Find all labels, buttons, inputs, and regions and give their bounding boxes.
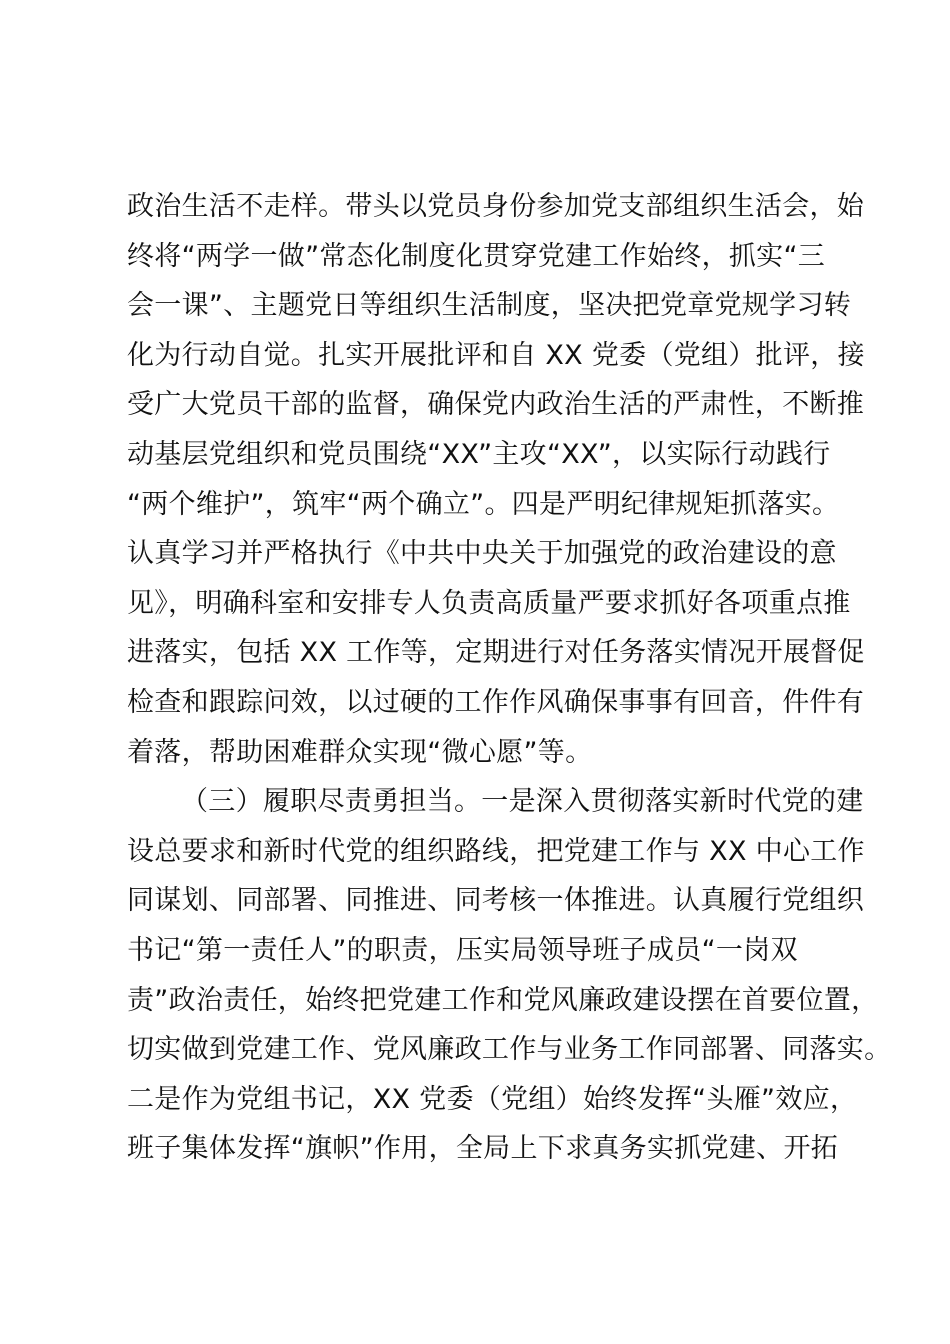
text-line: 二是作为党组书记，XX 党委（党组）始终发挥“头雁”效应， — [127, 1083, 858, 1115]
text-line: 政治生活不走样。带头以党员身份参加党支部组织生活会，始 — [127, 191, 865, 222]
text-line: 书记“第一责任人”的职责，压实局领导班子成员“一岗双 — [127, 934, 798, 966]
text-line: 认真学习并严格执行《中共中央关于加强党的政治建设的意 — [127, 538, 837, 570]
text-line: 受广大党员干部的监督，确保党内政治生活的严肃性，不断推 — [127, 389, 865, 421]
text-line: 同谋划、同部署、同推进、同考核一体推进。认真履行党组织 — [127, 885, 865, 917]
text-line: 动基层党组织和党员围绕“XX”主攻“XX”，以实际行动践行 — [127, 438, 831, 470]
text-line: 见》，明确科室和安排专人负责高质量严要求抓好各项重点推 — [127, 587, 851, 619]
text-line: 责”政治责任，始终把党建工作和党风廉政建设摆在首要位置， — [127, 984, 879, 1016]
text-line: 化为行动自觉。扎实开展批评和自 XX 党委（党组）批评，接 — [127, 339, 865, 371]
text-line: 切实做到党建工作、党风廉政工作与业务工作同部署、同落实。 — [127, 1034, 892, 1066]
text-line: 着落，帮助困难群众实现“微心愿”等。 — [127, 736, 593, 768]
text-line: 检查和跟踪问效，以过硬的工作作风确保事事有回音，件件有 — [127, 686, 865, 718]
text-line: 终将“两学一做”常态化制度化贯穿党建工作始终，抓实“三 — [127, 240, 826, 272]
text-line: 班子集体发挥“旗帜”作用，全局上下求真务实抓党建、开拓 — [127, 1133, 839, 1165]
body-text — [127, 182, 892, 1174]
section-heading-line: （三）履职尽责勇担当。一是深入贯彻落实新时代党的建 — [181, 786, 864, 818]
text-line: 进落实，包括 XX 工作等，定期进行对任务落实情况开展督促 — [127, 637, 865, 669]
text-line: “两个维护”，筑牢“两个确立”。四是严明纪律规矩抓落实。 — [127, 488, 840, 520]
text-line: 设总要求和新时代党的组织路线，把党建工作与 XX 中心工作 — [127, 835, 865, 867]
text-line: 会一课”、主题党日等组织生活制度，坚决把党章党规学习转 — [127, 290, 852, 322]
